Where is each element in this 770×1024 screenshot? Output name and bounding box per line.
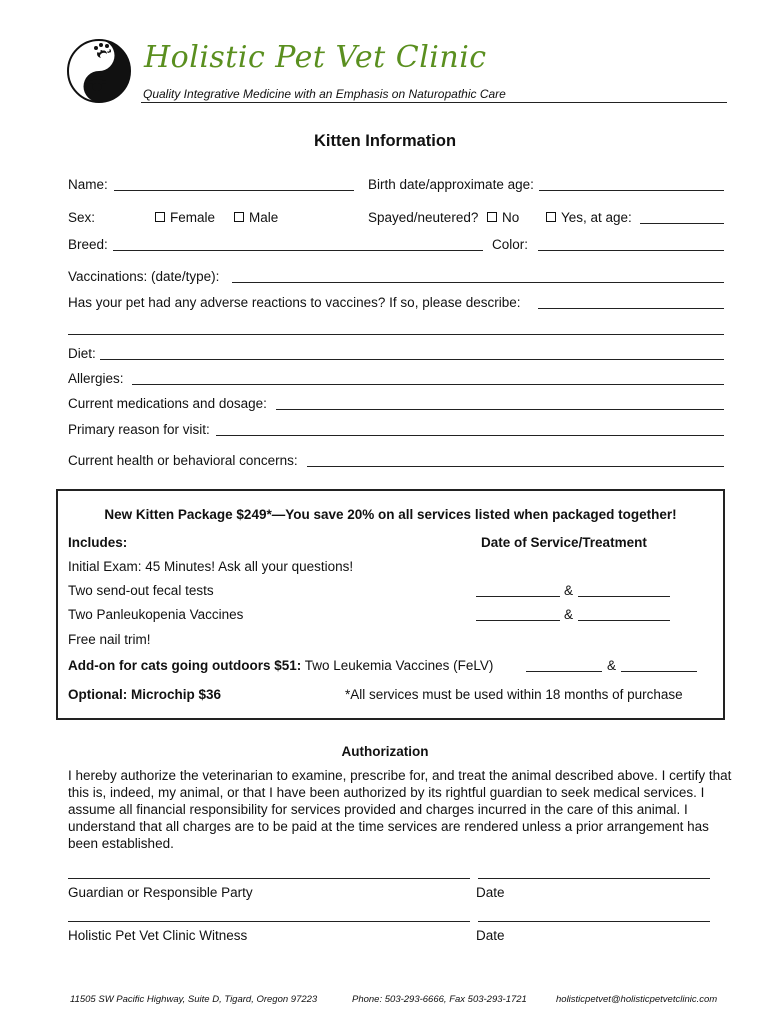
clinic-name: Holistic Pet Vet Clinic [144, 40, 487, 75]
diet-label: Diet: [68, 346, 96, 361]
authorization-text: I hereby authorize the veterinarian to examine, prescribe for, and treat the animal described above. I certify that this is, indeed, my animal, or that I have been authorized by its rightful guardian to seek medical services. I assume all financial responsibility for services provided and charges incurred in the care of this animal. I understand that all charges are to be paid at the time services are rendered unless a prior arrangement has been established. [68, 768, 732, 851]
allergies-field[interactable] [132, 372, 724, 385]
sex-label: Sex: [68, 210, 96, 225]
fecal-date-2-field[interactable] [578, 584, 670, 597]
color-field[interactable] [538, 238, 724, 251]
allergies-label: Allergies: [68, 371, 124, 386]
reason-label: Primary reason for visit: [68, 422, 210, 437]
name-label: Name: [68, 177, 108, 192]
diet-field[interactable] [100, 347, 724, 360]
package-item: Initial Exam: 45 Minutes! Ask all your questions! [68, 559, 354, 574]
footer-email: holisticpetvet@holisticpetvetclinic.com [556, 994, 718, 1005]
vaccinations-label: Vaccinations: (date/type): [68, 269, 220, 284]
optional-microchip: Optional: Microchip $36 [68, 687, 222, 702]
ampersand: & [564, 583, 574, 598]
yes-age-field[interactable] [640, 211, 724, 224]
guardian-date-label: Date [476, 885, 505, 900]
adverse-field[interactable] [538, 296, 724, 309]
felv-date-1-field[interactable] [526, 659, 602, 672]
package-heading: New Kitten Package $249*—You save 20% on all services listed when packaged together! [104, 507, 677, 522]
vaccinations-field[interactable] [232, 270, 724, 283]
guardian-label: Guardian or Responsible Party [68, 885, 253, 900]
female-label: Female [170, 210, 216, 225]
addon-text: Two Leukemia Vaccines (FeLV) [304, 658, 494, 673]
adverse-label: Has your pet had any adverse reactions to vaccines? If so, please describe: [68, 295, 521, 310]
tagline: Quality Integrative Medicine with an Emphasis on Naturopathic Care [143, 87, 506, 101]
panleuk-date-2-field[interactable] [578, 608, 670, 621]
footer-phone: Phone: 503-293-6666, Fax 503-293-1721 [352, 994, 527, 1005]
witness-date-label: Date [476, 928, 505, 943]
checkbox-icon[interactable] [546, 212, 556, 222]
form-title: Kitten Information [313, 132, 457, 150]
birth-label: Birth date/approximate age: [368, 177, 534, 192]
package-item: Two send-out fecal tests [68, 583, 214, 598]
ampersand: & [607, 658, 617, 673]
footer-address: 11505 SW Pacific Highway, Suite D, Tigard, Oregon 97223 [70, 994, 318, 1005]
medications-label: Current medications and dosage: [68, 396, 267, 411]
witness-signature-field[interactable] [68, 909, 470, 922]
guardian-signature-field[interactable] [68, 866, 470, 879]
guardian-date-field[interactable] [478, 866, 710, 879]
checkbox-icon[interactable] [487, 212, 497, 222]
no-option[interactable] [487, 209, 519, 226]
panleuk-date-1-field[interactable] [476, 608, 560, 621]
concerns-field[interactable] [307, 454, 724, 467]
includes-label: Includes: [68, 535, 128, 550]
felv-date-2-field[interactable] [621, 659, 697, 672]
witness-label: Holistic Pet Vet Clinic Witness [68, 928, 248, 943]
no-label: No [502, 210, 520, 225]
adverse-field-line-2[interactable] [68, 322, 724, 335]
spayed-label: Spayed/neutered? [368, 210, 479, 225]
authorization-heading: Authorization [341, 744, 429, 759]
addon-line [68, 657, 493, 674]
package-item: Free nail trim! [68, 632, 151, 647]
checkbox-icon[interactable] [155, 212, 165, 222]
witness-date-field[interactable] [478, 909, 710, 922]
reason-field[interactable] [216, 423, 724, 436]
addon-price: Add-on for cats going outdoors $51: [68, 658, 302, 673]
female-option[interactable] [155, 209, 215, 226]
male-option[interactable] [234, 209, 278, 226]
birth-field[interactable] [539, 178, 724, 191]
package-note: *All services must be used within 18 months of purchase [345, 687, 683, 702]
breed-label: Breed: [68, 237, 108, 252]
color-label: Color: [492, 237, 529, 252]
name-field[interactable] [114, 178, 354, 191]
date-of-service-label: Date of Service/Treatment [481, 535, 647, 550]
header-rule [141, 102, 727, 103]
fecal-date-1-field[interactable] [476, 584, 560, 597]
concerns-label: Current health or behavioral concerns: [68, 453, 298, 468]
male-label: Male [249, 210, 279, 225]
medications-field[interactable] [276, 397, 724, 410]
checkbox-icon[interactable] [234, 212, 244, 222]
breed-field[interactable] [113, 238, 483, 251]
yes-option[interactable] [546, 209, 632, 226]
ampersand: & [564, 607, 574, 622]
package-item: Two Panleukopenia Vaccines [68, 607, 244, 622]
yes-label: Yes, at age: [561, 210, 632, 225]
yin-yang-paw-logo [66, 36, 132, 106]
